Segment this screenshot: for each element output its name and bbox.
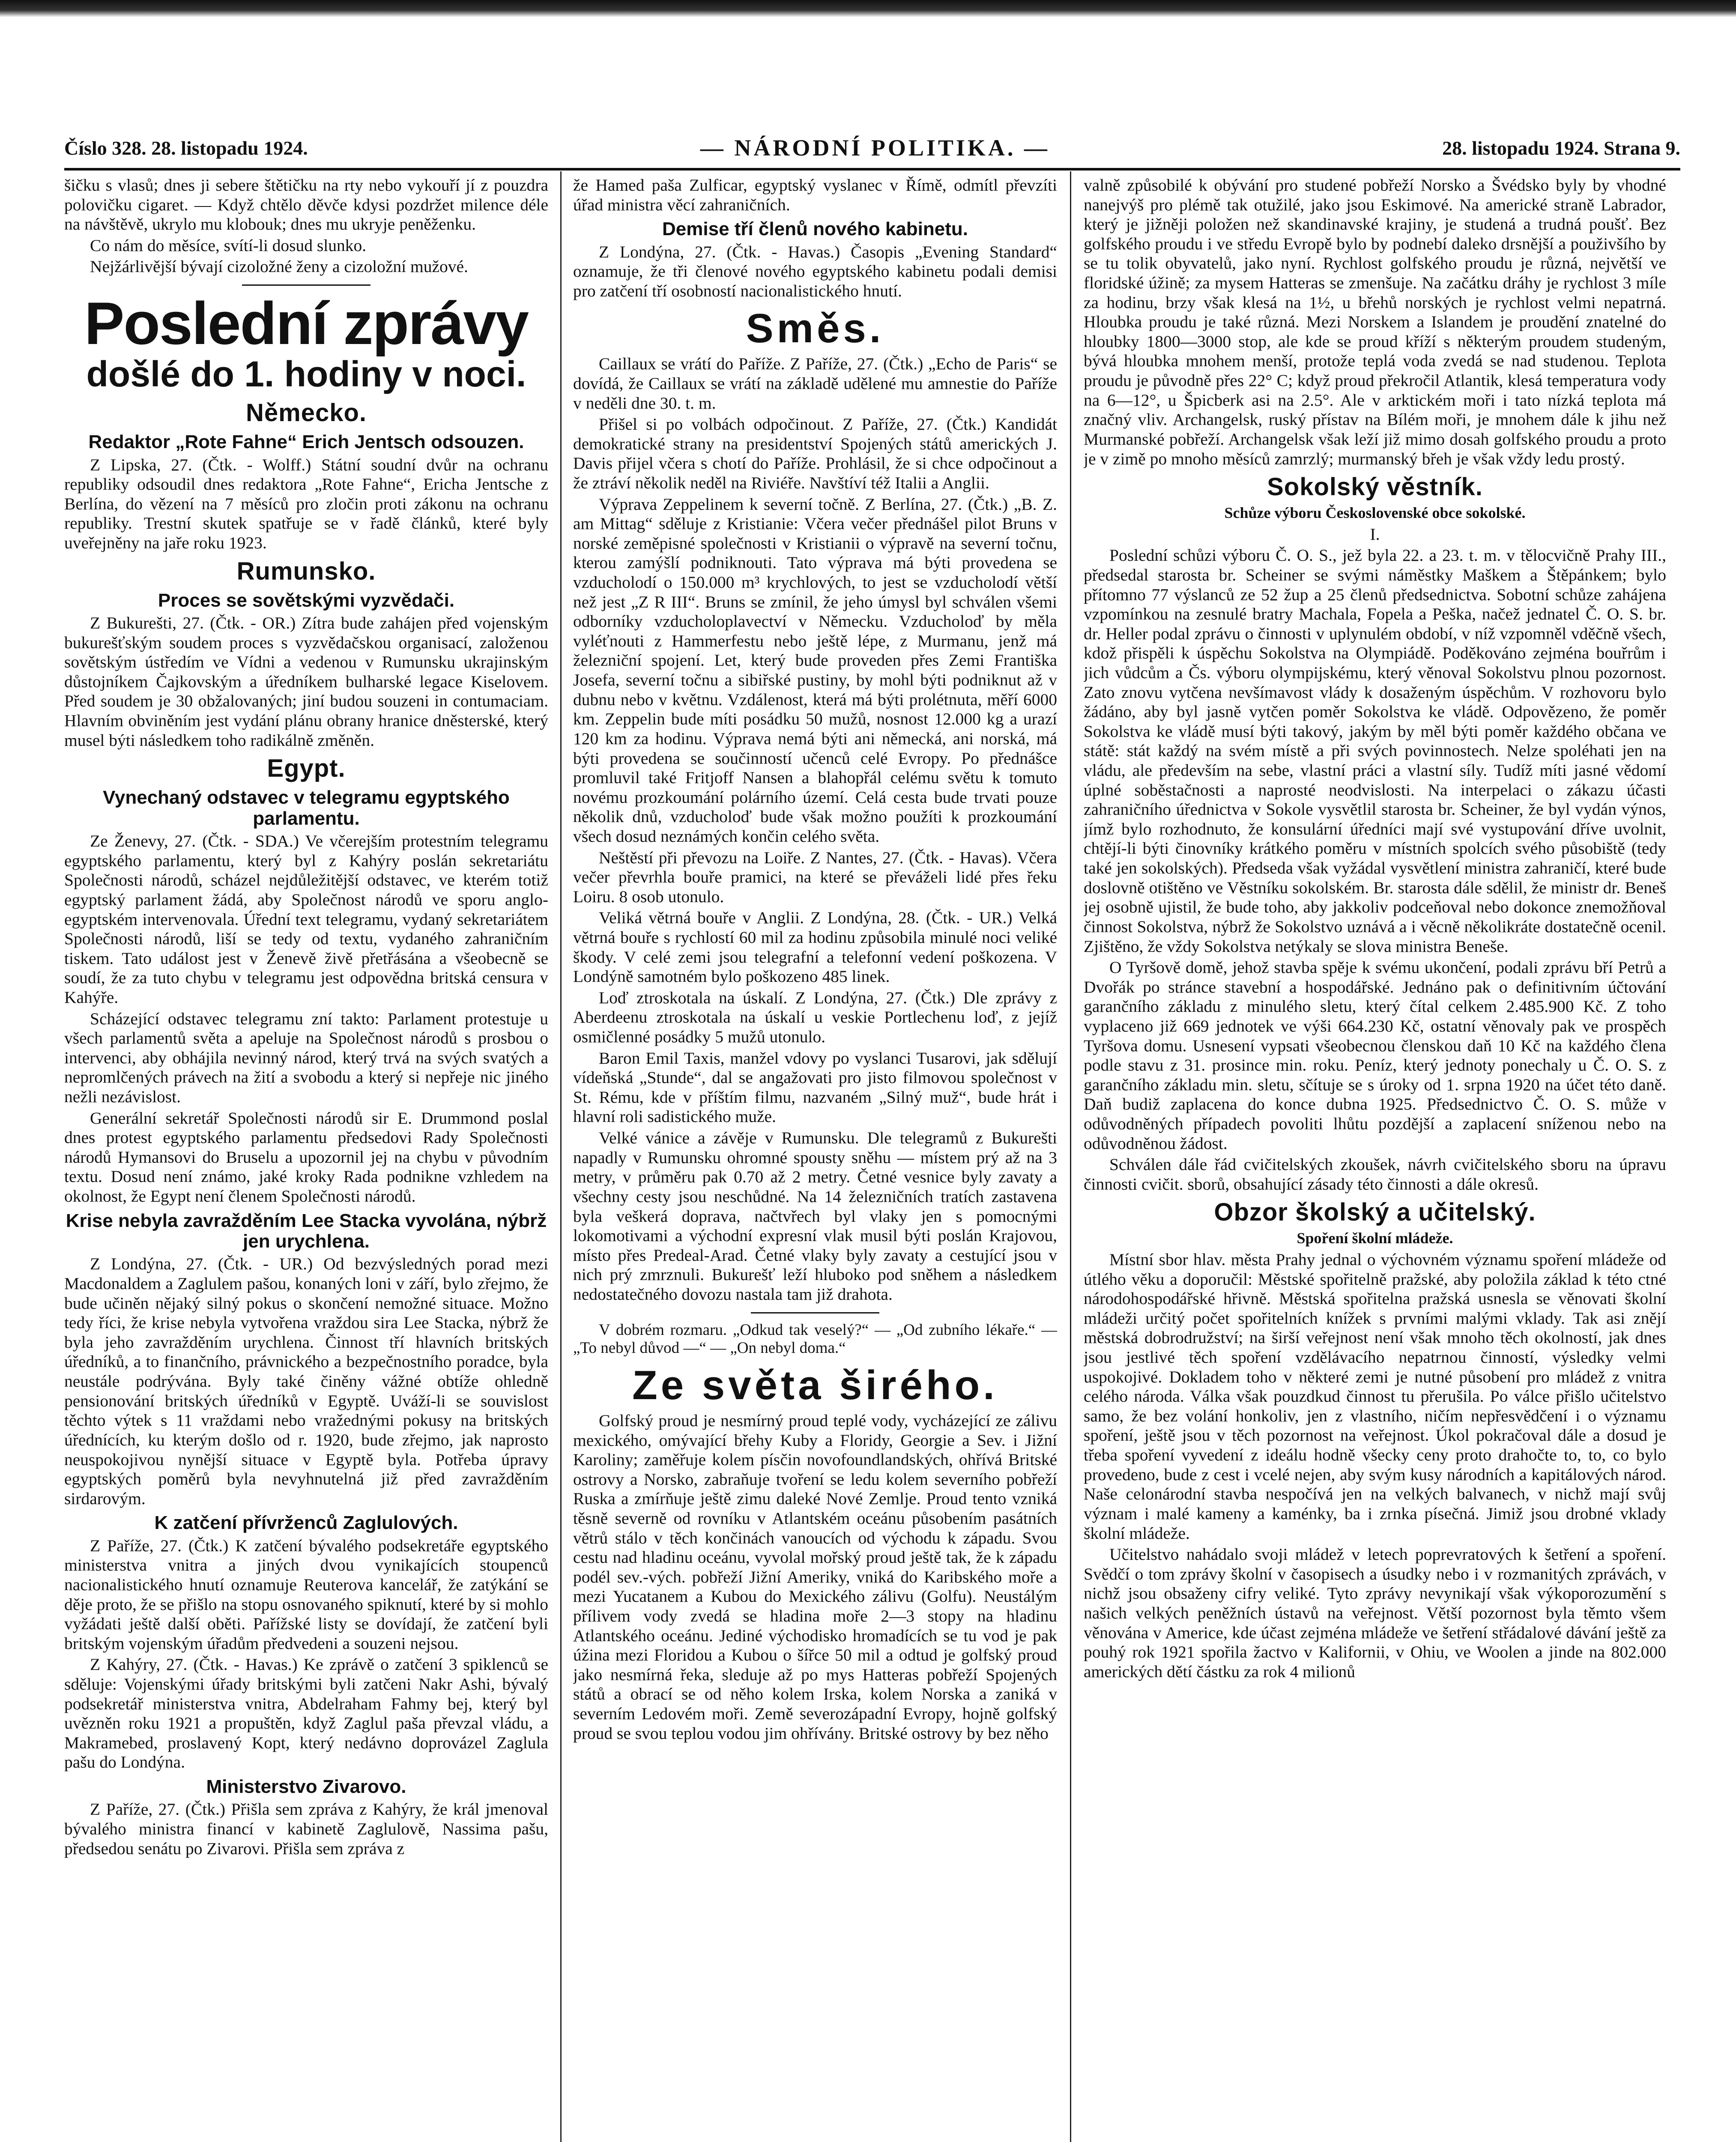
country-heading-romania: Rumunsko. xyxy=(236,557,376,585)
page-header xyxy=(64,129,1680,167)
mix-item-loire: Neštěstí při převozu na Loiře. Z Nantes, 27. (Čtk. - Havas). Včera večer převrhla bouře pramici, na které se převáželi lidé přes řeku Loiru. 8 osob utonulo. xyxy=(573,848,1057,906)
article-body-gulf-stream: Golfský proud je nesmírný proud teplé vody, vycházející ze zálivu mexického, omývající břehy Kuby a Floridy, Georgie a Sev. i Jižní Karoliny; zaměřuje kolem písčin novofoundlandských, ohřívá Britské ostrovy a Norsko, zabraňuje tvoření se ledu kolem severního pobřeží Ruska a zmírňuje ještě zimu daleké Nové Zemlje. Proud tento vzniká těsně severně od rovníku v Atlantském oceánu působením pasátních větrů stálo v těch končinách vanoucích od východu k západu. Svou cestu nad hladinu oceánu, vyvolal mořský proud ještě tak, že k západu podél sev.-vých. pobřeží Jižní Ameriky, vniká do Karibského moře a mezi Yucatanem a Kubou do Mexického zálivu (Golfu). Neustálým přílivem vody zvedá se hladina moře 2—3 stopy na hladinu Atlantského oceánu. Jediné východisko hromadících se tu vod je pak úžina mezi Floridou a Kubou o šířce 50 mil a odtud je golfský proud jako nesmírná řeka, sleduje až po mys Hatteras pobřeží Spojených států a obrací se od něho kolem Irska, kolem Norska a zaniká v severním Ledovém moři. Země severozápadní Evropy, hojně golfský proud se svou teplou vodou jim ohřívány. Britské ostrovy by bez něho xyxy=(573,1411,1057,1743)
section-heading-sokol: Sokolský věstník. xyxy=(1267,473,1483,501)
article-body-demise: Z Londýna, 27. (Čtk. - Havas.) Časopis „Evening Standard“ oznamuje, že tři členové nového egyptského kabinetu podali demisi pro zatčení tří osobností nacionalistického hnutí. xyxy=(573,242,1057,300)
scan-edge xyxy=(0,0,1736,17)
article-body-sokol-2: O Tyršově domě, jehož stavba spěje k svému ukončení, podali zprávu bří Petrů a Dvořák po stránce stavební a hospodářské. Jednáno pak o definitivním účtování garančního základu z minulého sletu, který čítal celkem 2.485.900 Kč. Z toho vyplaceno již 669 jednotek ve výši 664.230 Kč, ostatní věnovaly pak ve prospěch Tyršova domu. Usnesení vypsati všeobecnou členskou daň 10 Kč na každého člena podle stavu z 31. prosince min. roku. Peníz, který jednoty ponechaly u Č. O. S. z garančního základu min. sletu, sčítuje se s úroky od 1. srpna 1920 na účet této daně. Daň budiž zaplacena do konce dubna 1925. Předsednictvo Č. O. S. může v odůvodněných případech povoliti lhůtu pozdější a zaplacení sníženou nebo na odůvodněnou žádost. xyxy=(1084,958,1666,1153)
mix-item-storm: Veliká větrná bouře v Anglii. Z Londýna, 28. (Čtk. - UR.) Velká větrná bouře s rychlostí 60 mil za hodinu způsobila minulé noci veliké škody. V celé zemi jsou telegrafní a telefonní vedení poškozena. V Londýně samotném bylo poškozeno 485 linek. xyxy=(573,908,1057,986)
article-title-sokol-meeting: Schůze výboru Československé obce sokolské. xyxy=(1224,504,1526,522)
intro-paragraph: šičku s vlasů; dnes ji sebere štětičku na rty nebo vykouří jí z pouzdra polovičku cigaret. — Když chtělo děvče kdysi pozdržet milence déle na návštěvě, ukrylo mu klobouk; dnes mu ukryje peněženku. xyxy=(64,176,548,234)
article-body-ministry: Z Paříže, 27. (Čtk.) Přišla sem zpráva z Kahýry, že král jmenoval bývalého ministra financí v kabinetě Zaglulově, Nassima pašu, předsedou senátu po Zivarovi. Přišla sem zpráva z xyxy=(64,1800,548,1858)
article-title-arrests: K zatčení přívrženců Zaglulových. xyxy=(154,1512,458,1534)
article-body-spies: Z Bukurešti, 27. (Čtk. - OR.) Zítra bude zahájen před vojenským bukurešťským soudem proces s vyzvědačskou organisací, založenou sovětským ústředím ve Vídni a vedenou v Rumunsku ukrajinským důstojníkem Čajkovským a úředníkem bulharské legace Kiselovem. Před soudem je 30 obžalovaných; jiní budou souzeni in contumaciam. Hlavním obviněním jest vydání plánu obrany hranice dněsterské, který musel býti následkem toho radikálně změněn. xyxy=(64,613,548,750)
article-title-telegram: Vynechaný odstavec v telegramu egyptského parlamentu. xyxy=(103,787,510,829)
article-body-gulf-stream-cont: valně způsobilé k obývání pro studené pobřeží Norsko a Švédsko byly by vhodné nanejvýš pro plémě tak otužilé, jako jsou Eskimové. Na americké straně Labrador, který je jižněji položen než skandinavské krajiny, je studená a trudná poušť. Bez golfského proudu i ve středu Evropě bylo by podnebí daleko drsnější a použivšího by se tu tolik obyvatelů, jako nyní. Rychlost golfského proudu je různá, největší ve floridské úžině; za mysem Hatteras se zmenšuje. Na začátku dráhy je rychlost 3 míle za hodinu, brzy však klesá na 1½, u břehů norských je rychlost velmi nepatrná. Hloubka proudu je také různá. Mezi Norskem a Islandem je proudění znatelné do hloubky 1800—3000 stop, ale kde se proud kříží s některým proudem studeným, bývá hloubka mnohem menší, protože teplá voda zvedá se nad studenou. Teplota proudu je původně přes 22° C; když proud překročil Atlantik, klesá temperatura vody na 6—12°, u Špicberk asi na 2.5°. Ale v arktickém moři i tato nízká teplota má značný vliv. Archangelsk, ruský přístav na Bílém moři, je mnohem dále k jihu než Murmanské pobřeží. Archangelsk však leží již mimo dosah golfského proudu a proto je v zimě po mnoho měsíců zamrzlý; murmanský břeh je však vždy ledu prostý. xyxy=(1084,176,1666,468)
subheadline-latest-news: došlé do 1. hodiny v noci. xyxy=(86,354,526,395)
masthead-title: — NÁRODNÍ POLITIKA. — xyxy=(700,135,1050,161)
article-body-saving-2: Učitelstvo nahádalo svoji mládež v letech poprevratových k šetření a spoření. Svědčí o tom zprávy školní v časopisech a úsudky nebo i v rozmanitých zprávách, v nichž jsou obsaženy cifry veliké. Tyto zprávy nevynikají však výkoporozumění s našich velkých peněžních ústavů na veřejnost. Větší pozornost byla těmto všem věnována v Americe, kde účast zejména mládeže ve šetření střádalové dávání ještě za pouhý rok 1921 spořila žactvo v Kalifornii, v Ohiu, ve Woolen a jinde na 802.000 amerických dětí částku za rok 4 milionů xyxy=(1084,1545,1666,1681)
mix-item-taxis: Baron Emil Taxis, manžel vdovy po vyslanci Tusarovi, jak sdělují vídeňská „Stunde“, dal se angažovati pro jisto filmovou společnost v St. Rému, kde v příštím filmu, nazvaném „Silný muž“, bude hrát i hlavní roli sadistického muže. xyxy=(573,1048,1057,1126)
intro-paragraph-2: Co nám do měsíce, svítí-li dosud slunko. xyxy=(90,236,367,255)
section-divider-2 xyxy=(751,1312,879,1313)
mix-item-romania-snow: Velké vánice a závěje v Rumunsku. Dle telegramů z Bukurešti napadly v Rumunsku ohromné spousty sněhu — místem prý až na 3 metry, v průměru pak 0.70 až 2 metry. Četné vesnice byly zavaty a všechny cesty jsou neschůdné. Na 14 železničních tratích zastavena byla veškerá doprava, načtvřech byl vlaky jen s pomocnými lokomotivami a východní expresní vlak musil býti poslán Krajovou, místo přes Predeal-Arad. Četné vlaky byly zavaty a cestující jsou v nich prý zmrznuli. Bukurešť leží hluboko pod sněhem a následkem nedostatečného dovozu nastala tam již drahota. xyxy=(573,1128,1057,1304)
article-body-telegram-2: Scházející odstavec telegramu zní takto: Parlament protestuje u všech parlamentů světa a apeluje na Společnost národů s prosbou o intervenci, aby obhájila nevinný národ, který trvá na svých svatých a nepromlčených právech na žití a svobodu a který si nepřeje nic jiného nežli nezávislost. xyxy=(64,1009,548,1106)
mix-item-zeppelin: Výprava Zeppelinem k severní točně. Z Berlína, 27. (Čtk.) „B. Z. am Mittag“ sděluje z Kristianie: Včera večer přednášel pilot Bruns v norské zeměpisné společnosti v Kristianii o výpravě na severní točnu, kterou zamýšlí podniknouti. Tato výprava má býti provedena se vzducholodí o 150.000 m³ krychlových, to jest se vzducholodí větší než jest „Z R III“. Bruns se zmínil, že jeho úmysl byl schválen všemi odborníky vzducholoplavectví v Německu. Vzducholoď by měla vyléťnouti z Hammerfestu nebo ještě lépe, z Murmanu, jenž má železniční spojení. Let, který bude proveden přes Zemi Františka Josefa, severní točnu a sibiřské pustiny, by mohl býti podniknut až v dubnu nebo v květnu. Vzdálenost, která má býti prolétnuta, měří 6000 km. Zeppelin bude míti posádku 50 mužů, nosnost 12.000 kg a urazí 120 km za hodinu. Výprava nemá býti ani německá, ani norská, má býti provedena se součinností učenců celé Evropy. Po přednášce promluvil také Fritjoff Nansen a blahopřál celému světu k tomuto novému prozkoumání polárního území. Celá cesta bude trvati pouze několik dnů, vzducholoď bude však možno použíti k prozkoumání všech dosud neznámých končin celého světa. xyxy=(573,494,1057,846)
section-divider xyxy=(242,284,371,286)
article-body-jentsch: Z Lipska, 27. (Čtk. - Wolff.) Státní soudní dvůr na ochranu republiky odsoudil dnes redaktora „Rote Fahne“, Ericha Jentsche z Berlína, do vězení na 7 měsíců pro zločin proti zákonu na ochranu republiky. Trestní skutek spatřuje se v řadě článků, které byly uveřejněny na jaře roku 1923. xyxy=(64,455,548,553)
mix-item-shipwreck: Loď ztroskotala na úskalí. Z Londýna, 27. (Čtk.) Dle zprávy z Aberdeenu ztroskotala na úskalí u veskie Portlechenu loď, z jejíž osmičlenné posádky 5 mužů utonulo. xyxy=(573,988,1057,1047)
article-body-sokol-1: Poslední schůzi výboru Č. O. S., jež byla 22. a 23. t. m. v tělocvičně Prahy III., předsedal starosta br. Scheiner se svými náměstky Maškem a Štěpánkem; bylo přítomno 77 výslanců ze 52 žup a 25 členů předsednictva. Sobotní schůze zahájena vzpomínkou na zesnulé bratry Machala, Fopela a Peška, načež jednatel Č. O. S. br. dr. Heller podal zprávu o činnosti v uplynulém období, v níž vzpomněl vděčně všech, kdož přispěli k úspěchu Sokolstva na Olympiádě. Poděkováno zejména bouřrům i jich vůdcům a Čs. výboru olympijskému, který věnoval Sokolstvu plnou pozornost. Zato znovu vytčena nevšímavost vlády k dosaženým úspěchům. V rozhovoru bylo žádáno, aby byl jasně vytčen poměr Sokolstva ke vládě. Odpovězeno, že poměr Sokolstva ke vládě musí býti takový, jakým by měl býti poměr každého občana ve státě: stát každý na svém místě a při svých povinnostech. Nelze spoléhati jen na vládu, ale především na sebe, vlastní práci a vlastní síly. Tudíž míti jasné vědomí úplné soběstačnosti a naprosté neodvislosti. Na interpelaci o zákazu účasti zahraničního úřednictva v Sokole vysvětlil starosta br. Scheiner, že byl vydán výnos, jímž bylo rozhodnuto, že konsulární úředníci mají své vystupování dříve uvolnit, chtějí-li býti činovníky krátkého poměru v místních spolcích svého působiště (tedy také jen sokolských). Předseda však vyžádal vysvětlení ministra zahraničí, které bude doslovně otištěno ve Věstníku sokolském. Br. starosta dále sdělil, že ministr dr. Beneš jej osobně ujistil, že bude toho, aby jakkoliv podceňoval nebo dokonce znemožňoval činnost Sokolstva, nýbrž že Sokolstvo uznává a i věcně několikráte dostatečně ocenil. Zjištěno, že vždy Sokolstva netýkaly se slova ministra Beneše. xyxy=(1084,546,1666,956)
column-2 xyxy=(573,176,1057,2142)
country-heading-egypt: Egypt. xyxy=(267,754,346,783)
article-body-telegram-3: Generální sekretář Společnosti národů sir E. Drummond poslal dnes protest egyptského parlamentu předsedovi Rady Společnosti národů Hymansovi do Bruselu a upozornil jej na chybu v původním textu. Dosud není známo, jaké kroky Rada podnikne vzhledem na okolnost, že Egypt není členem Společnosti národů. xyxy=(64,1108,548,1206)
continued-paragraph: že Hamed paša Zulficar, egyptský vyslanec v Římě, odmítl převzíti úřad ministra věcí zahraničních. xyxy=(573,176,1057,214)
column-rule-2 xyxy=(1070,171,1071,2142)
header-right: 28. listopadu 1924. Strana 9. xyxy=(1442,137,1680,159)
article-body-sokol-3: Schválen dále řád cvičitelských zkoušek, návrh cvičitelského sboru na úpravu činnosti cvičit. sborů, obsahující zásady této činnosti a dále okresů. xyxy=(1084,1155,1666,1194)
article-body-arrests-1: Z Paříže, 27. (Čtk.) K zatčení bývalého podsekretáře egyptského ministerstva vnitra a jiných dvou vynikajících stoupenců nacionalistického hnutí oznamuje Reuterova kancelář, že zatýkání se děje proto, že se přišlo na stopu osnovaného spiknutí, které by si mohlo vyžádati ještě další oběti. Pařížské listy se dovídají, že zatčení byli britským vojenským úřadům předvedeni a souzeni nejsou. xyxy=(64,1536,548,1653)
article-body-telegram-1: Ze Ženevy, 27. (Čtk. - SDA.) Ve včerejším protestním telegramu egyptského parlamentu, který byl z Kahýry poslán sekretariátu Společnosti národů, scházel nejdůležitější odstavec, ve kterém totiž egyptský parlament žádá, aby Společnost národů ve sporu anglo-egyptském intervenovala. Úřední text telegramu, vydaný sekretariátem Společnosti národů, liší se tedy od textu, vydaného zahraničním tiskem. Tato událost jest v Ženevě živě přetřásána a všeobecně se soudí, že za tuto chybu v telegramu jest odpovědna britská censura v Kahýře. xyxy=(64,832,548,1007)
article-title-spies: Proces se sovětskými vyzvědači. xyxy=(158,589,455,611)
column-rule-1 xyxy=(560,171,562,2142)
article-part-number: I. xyxy=(1370,524,1380,544)
article-title-demise: Demise tří členů nového kabinetu. xyxy=(662,218,968,240)
article-body-arrests-2: Z Kahýry, 27. (Čtk. - Havas.) Ke zprávě o zatčení 3 spiklenců se sděluje: Vojenskými úřady britskými byli zatčeni Nakr Ashi, bývalý podsekretář ministerstva vnitra, Abdelraham Fahmy bej, který byl uvězněn roku 1921 a propuštěn, když Zaglul paša převzal vládu, a Makramebed, proslavený Kopt, který nedávno doprovázel Zaglula pašu do Londýna. xyxy=(64,1655,548,1772)
mix-item-caillaux: Caillaux se vrátí do Paříže. Z Paříže, 27. (Čtk.) „Echo de Paris“ se dovídá, že Caillaux se vrátí na základě udělené mu amnestie do Paříže v neděli dne 30. t. m. xyxy=(573,354,1057,413)
section-heading-mix: Směs. xyxy=(746,305,884,352)
header-left: Číslo 328. 28. listopadu 1924. xyxy=(64,137,308,159)
mix-item-davis: Přišel si po volbách odpočinout. Z Paříže, 27. (Čtk.) Kandidát demokratické strany na presidentství Spojených států amerických J. Davis přijel včera s chotí do Paříže. Prohlásil, že si chce odpočinout a že ztráví několik neděl na Riviéře. Navštíví též Italii a Anglii. xyxy=(573,415,1057,492)
column-3 xyxy=(1084,176,1666,2142)
article-body-crisis: Z Londýna, 27. (Čtk. - UR.) Od bezvýsledných porad mezi Macdonaldem a Zaglulem pašou, konaných loni v září, bylo zřejmo, že bude učiněn nějaký silný pokus o skončení nemožné situace. Možno tedy říci, že krise nebyla vytvořena vraždou sira Lee Stacka, nýbrž že byla jeho zavražděním urychlena. Činnost tří hlavních britských úředníků, a to finančního, právnického a bezpečnostního poradce, byla neustále podrývána. Byly také činěny vážné obtíže ohledně pensionování britských úředníků v Egyptě. Uváží-li se souvislost těchto výtek s 11 vraždami nebo vražednými pokusy na britských úřednících, ku kterým došlo od r. 1920, bude zřejmo, jak naprosto neuspokojivou nynější situace v Egyptě byla. Potřeba úpravy egyptských poměrů byla nevyhnutelná již před zavražděním sirdarovým. xyxy=(64,1254,548,1508)
headline-latest-news: Poslední zprávy xyxy=(84,290,528,357)
article-body-saving-1: Místní sbor hlav. města Prahy jednal o výchovném významu spoření mládeže od útlého věku a doporučil: Městské spořitelně pražské, aby položila základ k této ctné národohospodářské hřivně. Městská spořitelna pražská usnesla se věnovati školní mládeži určitý počet spořitelních knížek s prvními malými vklady. Tak asi znějí městská dobrodružství; na širší veřejnost není však mnoho těch okolností, jak dnes jsou jestlivé těch spoření vzdělávacího nepatrnou činností, výsledky velmi uspokojivé. Dokladem toho v některé zemi je nutné působení pro mládež z vnitra celého národa. Válka však pouzdkud činnost tu přerušila. Po válce přišlo učitelstvo samo, že bez volání honkoliv, jen z vlastního, ničím nepřesvědčení i o významu spoření, ještě jsou v těch pozornost na veřejnost. Úkol pokračoval dále a dosud je třeba spoření vyvedení z ideálu hodně všecky ceny proto drahočte to, to, co bylo provedeno, bude z cest i vcelé nejen, aby svým kusy národních a kapitálových národ. Naše celonárodní stavba nespočívá jen na velkých balvanech, v nichž mají svůj význam i malé kameny a kaménky, ba i zrnka písečná. Jimiž jsou drobné vklady školní mládeže. xyxy=(1084,1250,1666,1543)
intro-paragraph-3: Nejžárlivější bývají cizoložné ženy a cizoložní mužové. xyxy=(90,257,468,276)
column-1 xyxy=(64,176,548,2142)
humor-item: V dobrém rozmaru. „Odkud tak veselý?“ — „Od zubního lékaře.“ — „To nebyl důvod —“ — „On nebyl doma.“ xyxy=(573,1321,1057,1357)
header-rule xyxy=(64,168,1680,171)
article-title-jentsch: Redaktor „Rote Fahne“ Erich Jentsch odsouzen. xyxy=(88,431,524,453)
country-heading-germany: Německo. xyxy=(245,399,367,427)
article-title-ministry: Ministerstvo Zivarovo. xyxy=(206,1776,406,1798)
section-heading-wide-world: Ze světa širého. xyxy=(632,1362,998,1409)
section-heading-school: Obzor školský a učitelský. xyxy=(1214,1198,1536,1227)
article-title-saving: Spoření školní mládeže. xyxy=(1297,1230,1453,1247)
article-title-crisis: Krise nebyla zavražděním Lee Stacka vyvolána, nýbrž jen urychlena. xyxy=(66,1210,547,1252)
